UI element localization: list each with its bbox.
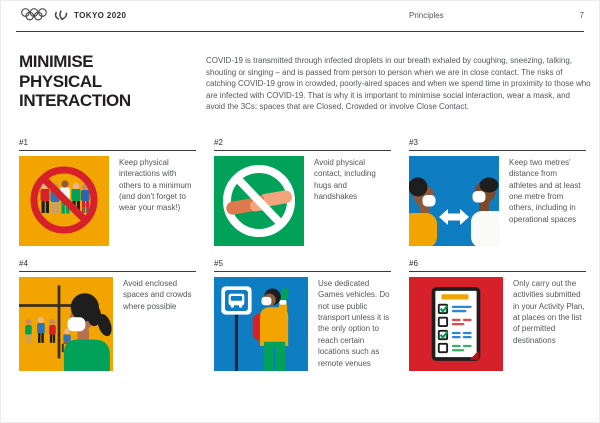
principle-card-1 [19,138,196,246]
principle-card-6 [409,259,586,371]
avoid-enclosed-crowds-illustration [19,277,113,371]
dedicated-vehicles-bus-stop-illustration [214,277,308,371]
brand-title: TOKYO 2020 [74,11,127,20]
principle-card-2 [214,138,391,246]
principle-number: #3 [409,138,418,147]
principle-number: #5 [214,259,223,268]
principle-caption: Avoid enclosed spaces and crowds where possible [123,279,192,311]
page-title: MINIMISE PHYSICAL INTERACTION [19,52,131,111]
principle-number: #2 [214,138,223,147]
paralympic-agitos-icon [54,9,68,21]
principle-caption: Use dedicated Games vehicles. Do not use public transport unless it is the only option to reach certain locations such as remote venues [318,279,390,368]
intro-paragraph: COVID-19 is transmitted through infected droplets in our breath exhaled by coughing, sneezing, talking, shouting or singing – and is passed from person to person when we are in close contact. The risks of catching COVID-19 grow in crowded, poorly-aired spaces and when we spend time in proximity to those who are infected with COVID-19. That is why it is important to minimise social interaction, wear a mask, and avoid the 3Cs: spaces that are Closed, Crowded or involve Close Contact. [206,56,591,112]
divider [409,150,586,151]
principle-caption: Only carry out the activities submitted in your Activity Plan, at places on the list of permitted destinations [513,279,585,345]
divider [19,271,196,272]
page-number: 7 [579,11,584,20]
no-group-gathering-illustration [19,156,109,246]
activity-plan-checklist-illustration [409,277,503,371]
principle-card-5 [214,259,391,371]
page-header [16,1,584,32]
section-label: Principles [409,11,444,20]
keep-distance-illustration [409,156,499,246]
principle-number: #4 [19,259,28,268]
principle-card-4 [19,259,196,371]
principle-number: #1 [19,138,28,147]
divider [214,150,391,151]
olympic-rings-icon [21,8,47,21]
divider [214,271,391,272]
principle-card-3 [409,138,586,246]
principle-caption: Keep physical interactions with others to a minimum (and don't forget to wear your mask!) [119,158,192,213]
divider [19,150,196,151]
divider [409,271,586,272]
no-handshake-illustration [214,156,304,246]
principle-number: #6 [409,259,418,268]
principle-caption: Keep two metres' distance from athletes and at least one metre from others, including in operational spaces [509,158,581,224]
principle-caption: Avoid physical contact, including hugs and handshakes [314,158,376,202]
